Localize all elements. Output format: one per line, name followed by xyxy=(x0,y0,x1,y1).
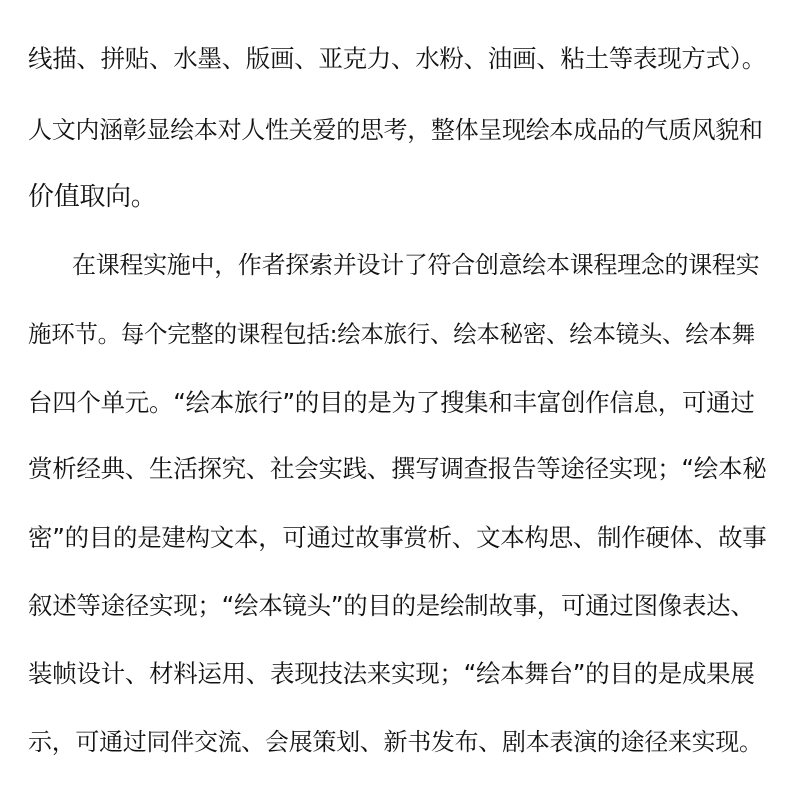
text-line: 装帧设计、材料运用、表现技法来实现；“绘本舞台”的目的是成果展 xyxy=(28,659,755,688)
text-line: 台四个单元。“绘本旅行”的目的是为了搜集和丰富创作信息，可通过 xyxy=(28,388,755,417)
text-line: 叙述等途径实现；“绘本镜头”的目的是绘制故事，可通过图像表达、 xyxy=(28,591,755,620)
text-line: 人文内涵彰显绘本对人性关爱的思考，整体呈现绘本成品的气质风貌和 xyxy=(28,116,763,144)
text-line: 价值取向。 xyxy=(28,182,157,212)
text-line: 线描、拼贴、水墨、版画、亚克力、水粉、油画、粘土等表现方式）。 xyxy=(28,44,766,73)
text-line: 密”的目的是建构文本，可通过故事赏析、文本构思、制作硬体、故事 xyxy=(28,523,767,552)
text-line: 示，可通过同伴交流、会展策划、新书发布、剧本表演的途径来实现。 xyxy=(28,728,763,756)
text-line: 赏析经典、生活探究、社会实践、撰写调查报告等途径实现；“绘本秘 xyxy=(28,454,767,483)
text-line: 施环节。每个完整的课程包括:绘本旅行、绘本秘密、绘本镜头、绘本舞 xyxy=(28,320,755,348)
paragraph-first-line: 在课程实施中，作者探索并设计了符合创意绘本课程理念的课程实 xyxy=(72,251,760,279)
